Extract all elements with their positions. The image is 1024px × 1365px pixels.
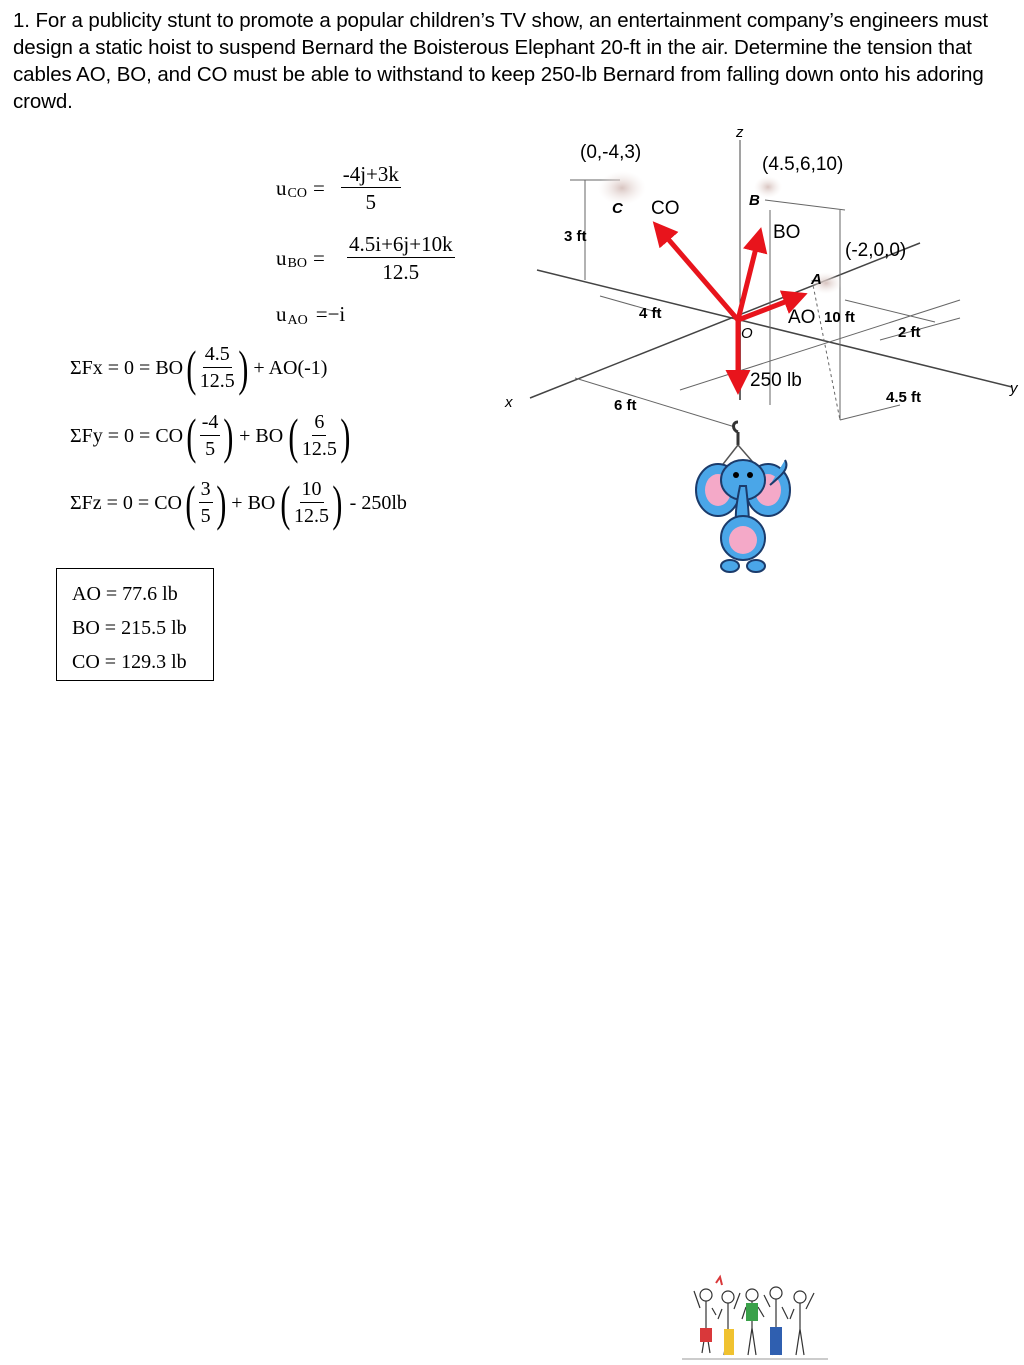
cable-bo-label: BO	[773, 222, 801, 243]
equation-sum-fy: ΣFy = 0 = CO ( $\frac{-4}{5}$ ) + BO ( $\frac{6}{12.5}$ )	[70, 408, 351, 464]
dim-2ft: 2 ft	[898, 324, 921, 341]
force-arrows	[656, 225, 803, 390]
cable-ao-label: AO	[788, 307, 816, 328]
y-axis-label: y	[1010, 380, 1018, 397]
arrow-bo	[738, 232, 760, 320]
unit-vector-bo: u BO = $\frac{4.5i+6j+10k}{12.5}$	[276, 232, 453, 285]
unit-vector-ao: u AO =−i	[276, 302, 346, 328]
dim-6ft: 6 ft	[614, 397, 637, 414]
dim-10ft: 10 ft	[824, 309, 855, 326]
problem-statement: 1. For a publicity stunt to promote a popular children’s TV show, an entertainment company’s engineers must design a static hoist to suspend Bernard the Boisterous Elephant 20-ft in the air. Determine the tension that cables AO, BO, and CO must be able to withstand to keep 250-lb Bernard from falling down onto his adoring crowd.	[13, 9, 988, 113]
coord-a-label: (-2,0,0)	[845, 240, 907, 261]
load-label: 250 lb	[750, 370, 802, 391]
dim-4-5ft: 4.5 ft	[886, 389, 922, 406]
crowd-illustration	[680, 1273, 830, 1363]
unit-vector-co: u CO = $\frac{-4j+3k}{5}$	[276, 162, 399, 215]
dim-3ft: 3 ft	[564, 228, 587, 245]
coord-c-label: (0,-4,3)	[580, 142, 642, 163]
answer-bo: BO = 215.5 lb	[72, 617, 187, 639]
x-axis-label: x	[505, 394, 513, 411]
answer-ao: AO = 77.6 lb	[72, 583, 178, 605]
equation-sum-fz: ΣFz = 0 = CO ( $\frac{3}{5}$ ) + BO ( $\frac{10}{12.5}$ ) - 250lb	[70, 475, 407, 531]
hoist-diagram	[0, 0, 1024, 600]
point-a-label: A	[811, 271, 822, 288]
point-b-label: B	[749, 192, 760, 209]
z-axis-label: z	[736, 124, 744, 141]
x-axis-line	[530, 243, 920, 398]
point-c-label: C	[612, 200, 623, 217]
coord-b-label: (4.5,6,10)	[762, 154, 844, 175]
elephant-illustration	[690, 420, 800, 575]
equation-sum-fx: ΣFx = 0 = BO ( $\frac{4.5}{12.5}$ ) + AO (-1)	[70, 340, 328, 396]
arrow-co	[656, 225, 738, 320]
point-o-label: O	[741, 325, 753, 342]
dim-4ft: 4 ft	[639, 305, 662, 322]
cable-co-label: CO	[651, 198, 680, 219]
answer-co: CO = 129.3 lb	[72, 651, 187, 673]
